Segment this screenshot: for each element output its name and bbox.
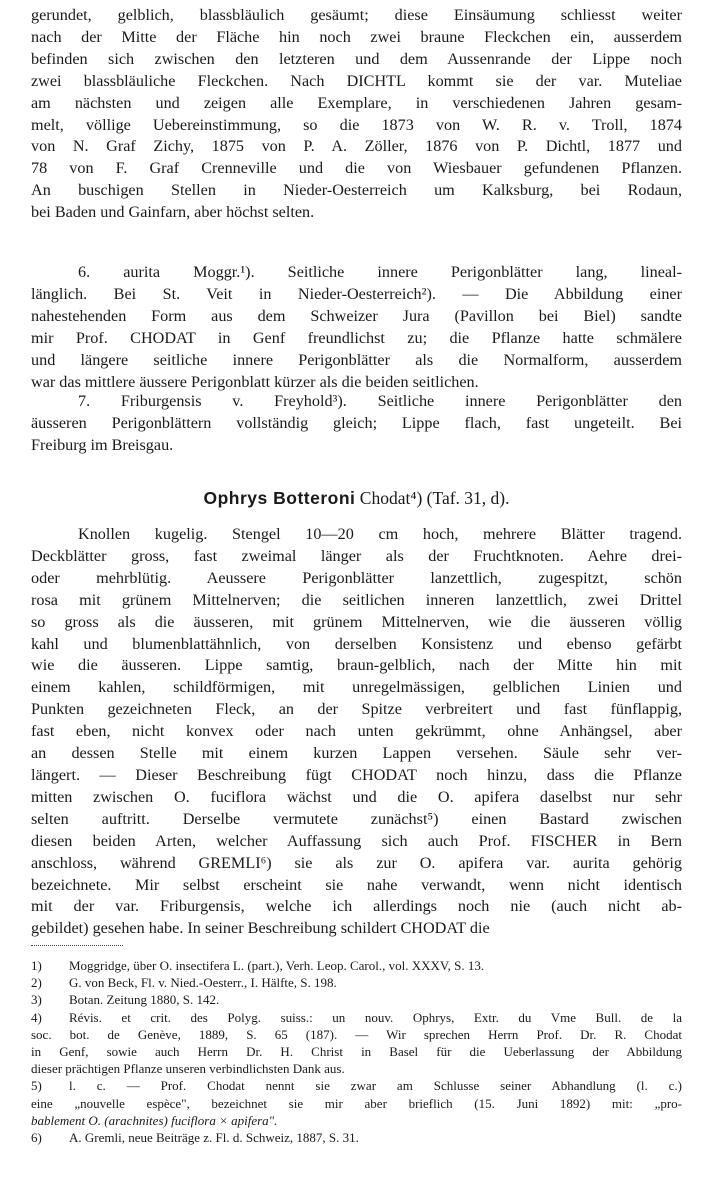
- footnote-number: 2): [31, 975, 42, 991]
- text-line: Freiburg im Breisgau.: [31, 435, 174, 454]
- text-line: an dessen Stelle mit einem kurzen Lappen versehen. Säule sehr ver-: [31, 744, 682, 763]
- footnote-number: 4): [31, 1009, 42, 1025]
- text-line: bezeichnete. Mir selbst erscheint sie nahe verwandt, wenn nicht identisch: [31, 875, 682, 894]
- text-line: [31, 391, 682, 413]
- paragraph-friburgensis: [31, 391, 682, 457]
- text-line: mit der var. Friburgensis, welche ich allerdings noch nie (auch nicht ab-: [31, 897, 682, 916]
- text-line: gerundet, gelblich, blassbläulich gesäumt; diese Einsäumung schliesst weiter: [31, 6, 682, 24]
- paragraph-var-description: [31, 5, 682, 224]
- footnote-text: G. von Beck, Fl. v. Nied.-Oesterr., I. Hälfte, S. 198.: [69, 975, 337, 991]
- text-line: Punkten gezeichneten Fleck, an der Spitze verbreitert und fast fünflappig,: [31, 700, 682, 719]
- text-line: länglich. Bei St. Veit in Nieder-Oesterreich²). — Die Abbildung einer: [31, 284, 682, 303]
- footnote-text: bablement O. (arachnites) fuciflora × apifera".: [31, 1112, 278, 1128]
- footnote-text: in Genf, sowie auch Herrn Dr. H. Christ in Basel für die Ueberlassung der Abbildung: [31, 1044, 682, 1060]
- text-line: war das mittlere äussere Perigonblatt kürzer als die beiden seitlichen.: [31, 372, 479, 391]
- footnote-text: l. c. — Prof. Chodat nennt sie zwar am Schlusse seiner Abhandlung (l. c.): [69, 1078, 682, 1094]
- text-line: Deckblätter gross, fast zweimal länger als der Fruchtknoten. Aehre drei-: [31, 546, 682, 565]
- text-line: so gross als die äusseren, mit grünem Mittelnerven, wie die äusseren völlig: [31, 612, 682, 631]
- text-line: und längere seitliche innere Perigonblätter als die Normalform, ausserdem: [31, 350, 682, 369]
- footnote-6: [31, 1129, 682, 1146]
- text-line: am nächsten und zeigen alle Exemplare, in verschiedenen Jahren gesam-: [31, 93, 682, 112]
- species-author: Chodat: [359, 488, 411, 508]
- footnote-line: [31, 1077, 682, 1094]
- footnote-line: [31, 974, 682, 991]
- text-line: [31, 262, 682, 284]
- text-line: 78 von F. Graf Crenneville und die von Wiesbauer gefundenen Pflanzen.: [31, 159, 682, 178]
- footnote-number: 5): [31, 1078, 42, 1094]
- text-line: melt, völlige Uebereinstimmung, so die 1873 von W. R. v. Troll, 1874: [31, 115, 682, 134]
- text-line: längert. — Dieser Beschreibung fügt CHODAT noch hinzu, dass die Pflanze: [31, 765, 682, 784]
- footnote-text: Botan. Zeitung 1880, S. 142.: [69, 992, 220, 1008]
- text-line-content: Knollen kugelig. Stengel 10—20 cm hoch, mehrere Blätter tragend.: [78, 525, 682, 543]
- footnote-divider: [31, 945, 123, 946]
- footnote-line: [31, 957, 682, 974]
- footnote-text: A. Gremli, neue Beiträge z. Fl. d. Schweiz, 1887, S. 31.: [69, 1130, 359, 1146]
- text-line: rosa mit grünem Mittelnerven; die seitlichen inneren lanzettlich, zwei Drittel: [31, 590, 682, 609]
- footnote-2: [31, 974, 682, 991]
- text-line: wie die äusseren. Lippe samtig, braun-gelblich, nach der Mitte hin mit: [31, 656, 682, 675]
- text-line: mitten zwischen O. fuciflora wächst und die O. apifera daselbst nur sehr: [31, 787, 682, 806]
- footnote-line: [31, 991, 682, 1008]
- text-line: mir Prof. CHODAT in Genf freundlichst zu; die Pflanze hatte schmälere: [31, 328, 682, 347]
- footnote-3: [31, 991, 682, 1008]
- species-name: Ophrys Botteroni: [203, 488, 356, 508]
- footnote-4: [31, 1009, 682, 1078]
- footnote-1: [31, 957, 682, 974]
- text-line: oder mehrblütig. Aeussere Perigonblätter lanzettlich, zugespitzt, schön: [31, 568, 682, 587]
- footnote-line: [31, 1009, 682, 1026]
- footnote-number: 6): [31, 1130, 42, 1146]
- aurita-line-text: 6. aurita Moggr.¹). Seitliche innere Perigonblätter lang, lineal-: [78, 263, 682, 281]
- text-line: An buschigen Stellen in Nieder-Oesterreich um Kalksburg, bei Rodaun,: [31, 181, 682, 200]
- text-line: gebildet) gesehen habe. In seiner Beschreibung schildert CHODAT die: [31, 919, 490, 938]
- text-line: anschloss, während GREMLI⁶) sie als zur O. apifera var. aurita gehörig: [31, 853, 682, 872]
- footnote-text: Moggridge, über O. insectifera L. (part.), Verh. Leop. Carol., vol. XXXV, S. 13.: [69, 958, 485, 973]
- text-line: äusseren Perigonblättern vollständig gleich; Lippe flach, fast ungeteilt. Bei: [31, 413, 682, 432]
- text-line: bei Baden und Gainfarn, aber höchst selten.: [31, 203, 315, 222]
- footnote-number: 1): [31, 958, 42, 973]
- paragraph-aurita: [31, 262, 682, 393]
- friburgensis-line-text: 7. Friburgensis v. Freyhold³). Seitliche innere Perigonblätter den: [78, 392, 682, 410]
- species-heading: [31, 488, 682, 509]
- paragraph-botteroni-description: [31, 524, 682, 940]
- footnote-line: [31, 1129, 682, 1146]
- footnote-number: 3): [31, 992, 42, 1008]
- text-line: kahl und blumenblattähnlich, von derselben Konsistenz und ebenso gefärbt: [31, 634, 682, 653]
- footnote-text: dieser prächtigen Pflanze unseren verbindlichsten Dank aus.: [31, 1061, 345, 1077]
- text-line: befinden sich zwischen den letzteren und dem Aussenrande der Lippe noch: [31, 49, 682, 68]
- text-line: fast eben, nicht konvex oder nach unten gekrümmt, ohne Anhängsel, aber: [31, 722, 682, 741]
- text-line: einem kahlen, schildförmigen, mit unregelmässigen, gelblichen Linien und: [31, 678, 682, 697]
- footnote-5: [31, 1077, 682, 1129]
- text-line: nahestehenden Form aus dem Schweizer Jura (Pavillon bei Biel) sandte: [31, 306, 682, 325]
- text-line: nach der Mitte der Fläche hin noch zwei braune Fleckchen ein, ausserdem: [31, 27, 682, 46]
- footnote-text: eine „nouvelle espèce", bezeichnet sie mir aber brieflich (15. Juni 1892) mit: „pro-: [31, 1095, 682, 1111]
- footnote-text: Révis. et crit. des Polyg. suiss.: un nouv. Ophrys, Extr. du Vme Bull. de la: [69, 1009, 682, 1025]
- text-line: selten auftritt. Derselbe vermutete zunächst⁵) einen Bastard zwischen: [31, 809, 682, 828]
- text-line: zwei blassbläuliche Fleckchen. Nach DICHTL kommt sie der var. Muteliae: [31, 71, 682, 90]
- text-line: [31, 524, 682, 546]
- footnotes: [31, 957, 682, 1146]
- footnote-text: soc. bot. de Genève, 1889, S. 65 (187). — Wir sprechen Herrn Prof. Dr. R. Chodat: [31, 1026, 682, 1042]
- text-line: von N. Graf Zichy, 1875 von P. A. Zöller, 1876 von P. Dichtl, 1877 und: [31, 137, 682, 156]
- text-line: diesen beiden Arten, welcher Auffassung sich auch Prof. FISCHER in Bern: [31, 831, 682, 850]
- species-plate-ref: ⁴) (Taf. 31, d).: [410, 488, 510, 508]
